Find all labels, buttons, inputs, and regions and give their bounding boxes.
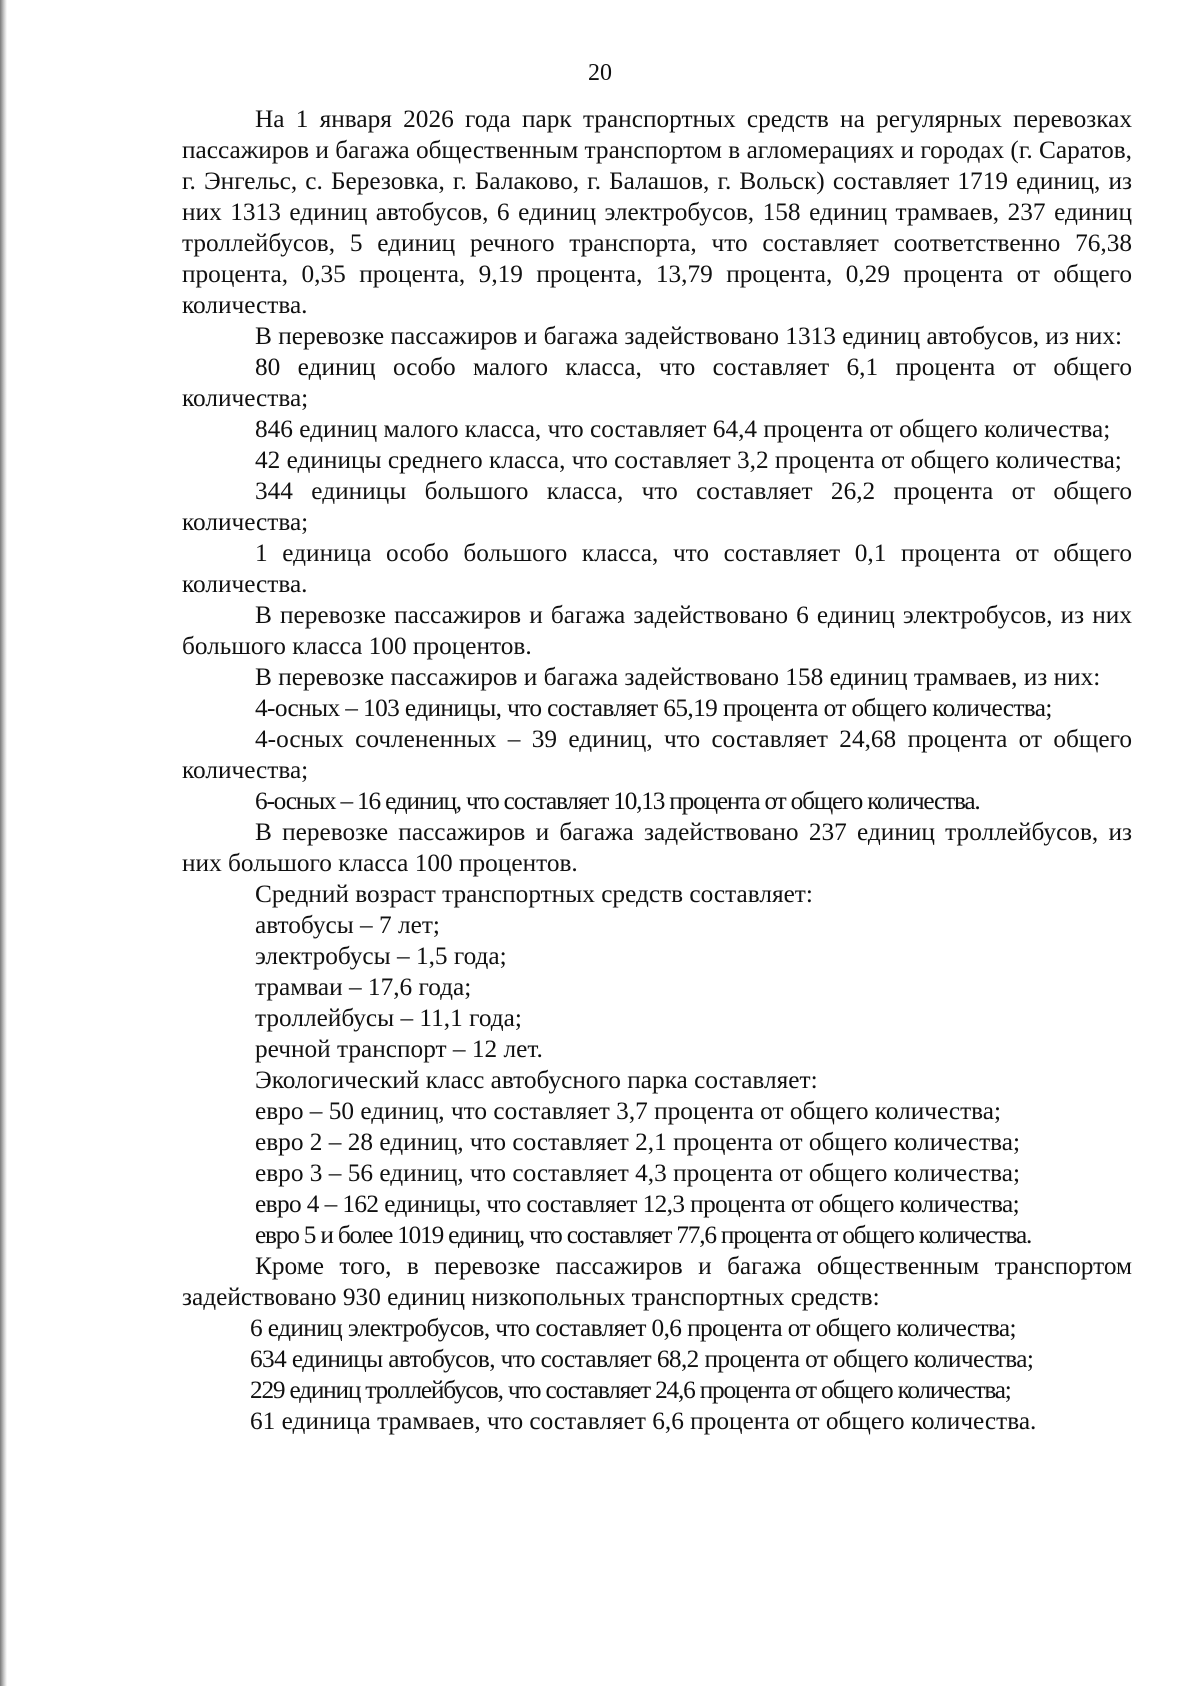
paragraph-electric-buses: В перевозке пассажиров и багажа задействовано 6 единиц электробусов, из них большого класса 100 процентов.: [182, 601, 1132, 660]
paragraph-eco-class-intro: Экологический класс автобусного парка составляет:: [255, 1066, 818, 1094]
list-item-eco-class: евро 3 – 56 единиц, что составляет 4,3 процента от общего количества;: [255, 1159, 1020, 1187]
list-item-low-floor: 634 единицы автобусов, что составляет 68,2 процента от общего количества;: [250, 1345, 1034, 1373]
list-item-bus-class: 42 единицы среднего класса, что составляет 3,2 процента от общего количества;: [255, 446, 1122, 474]
list-item-bus-class: 80 единиц особо малого класса, что составляет 6,1 процента от общего количества;: [182, 353, 1132, 412]
paragraph-fleet-overview: На 1 января 2026 года парк транспортных средств на регулярных перевозках пассажиров и багажа общественным транспортом в агломерациях и городах (г. Саратов, г. Энгельс, с. Березовка, г. Балаково, г. Балашов, г. Вольск) составляет 1719 единиц, из них 1313 единиц автобусов, 6 единиц электробусов, 158 единиц трамваев, 237 единиц троллейбусов, 5 единиц речного транспорта, что составляет соответственно 76,38 процента, 0,35 процента, 9,19 процента, 13,79 процента, 0,29 процента от общего количества.: [182, 105, 1132, 319]
list-item-low-floor: 61 единица трамваев, что составляет 6,6 процента от общего количества.: [250, 1407, 1037, 1435]
paragraph-trams-intro: В перевозке пассажиров и багажа задействовано 158 единиц трамваев, из них:: [255, 663, 1101, 691]
list-item-average-age: автобусы – 7 лет;: [255, 911, 440, 939]
list-item-bus-class: 1 единица особо большого класса, что составляет 0,1 процента от общего количества.: [182, 539, 1132, 598]
paragraph-low-floor-intro: Кроме того, в перевозке пассажиров и багажа общественным транспортом задействовано 930 единиц низкопольных транспортных средств:: [182, 1252, 1132, 1311]
list-item-average-age: трамваи – 17,6 года;: [255, 973, 472, 1001]
list-item-average-age: электробусы – 1,5 года;: [255, 942, 507, 970]
list-item-average-age: речной транспорт – 12 лет.: [255, 1035, 543, 1063]
paragraph-average-age-intro: Средний возраст транспортных средств составляет:: [255, 880, 813, 908]
document-body: [182, 104, 1132, 1437]
list-item-eco-class: евро 4 – 162 единицы, что составляет 12,3 процента от общего количества;: [255, 1190, 1020, 1218]
list-item-low-floor: 6 единиц электробусов, что составляет 0,6 процента от общего количества;: [250, 1314, 1016, 1342]
scan-edge: [0, 0, 7, 1686]
list-item-tram-type: 4-осных сочлененных – 39 единиц, что составляет 24,68 процента от общего количества;: [182, 725, 1132, 784]
list-item-bus-class: 344 единицы большого класса, что составляет 26,2 процента от общего количества;: [182, 477, 1132, 536]
page-number: 20: [588, 60, 612, 86]
paragraph-trolleybuses: В перевозке пассажиров и багажа задействовано 237 единиц троллейбусов, из них большого класса 100 процентов.: [182, 818, 1132, 877]
list-item-average-age: троллейбусы – 11,1 года;: [255, 1004, 522, 1032]
list-item-eco-class: евро – 50 единиц, что составляет 3,7 процента от общего количества;: [255, 1097, 1002, 1125]
paragraph-buses-intro: В перевозке пассажиров и багажа задействовано 1313 единиц автобусов, из них:: [255, 322, 1123, 350]
list-item-tram-type: 6-осных – 16 единиц, что составляет 10,13 процента от общего количества.: [255, 787, 980, 815]
list-item-tram-type: 4-осных – 103 единицы, что составляет 65,19 процента от общего количества;: [255, 694, 1052, 722]
list-item-low-floor: 229 единиц троллейбусов, что составляет 24,6 процента от общего количества;: [250, 1376, 1011, 1404]
list-item-eco-class: евро 2 – 28 единиц, что составляет 2,1 процента от общего количества;: [255, 1128, 1020, 1156]
list-item-bus-class: 846 единиц малого класса, что составляет 64,4 процента от общего количества;: [255, 415, 1111, 443]
list-item-eco-class: евро 5 и более 1019 единиц, что составляет 77,6 процента от общего количества.: [255, 1221, 1032, 1249]
